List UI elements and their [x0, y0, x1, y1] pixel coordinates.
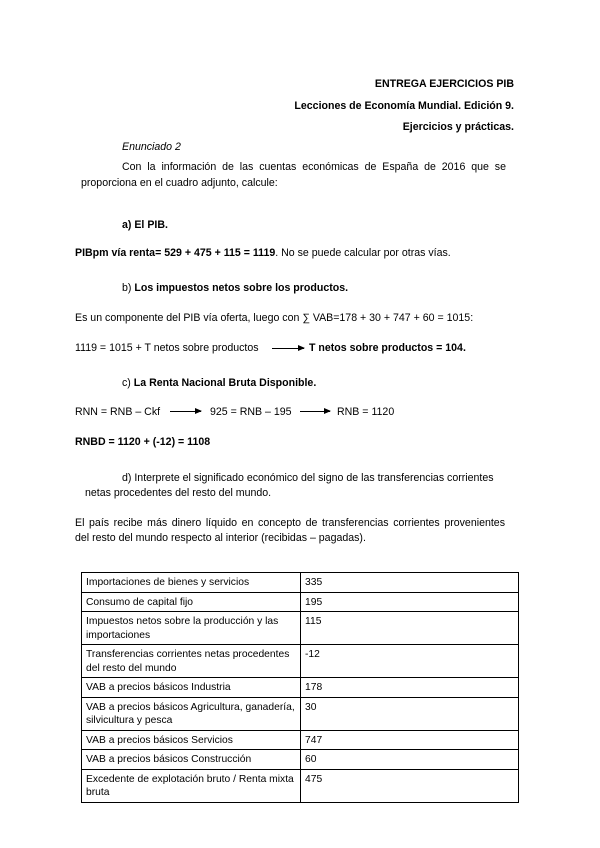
table-cell-label: VAB a precios básicos Construcción — [82, 750, 301, 770]
table-cell-value: -12 — [301, 645, 519, 678]
table-row — [82, 730, 519, 750]
document-title: ENTREGA EJERCICIOS PIB — [374, 78, 514, 90]
part-b-question-bold: Los impuestos netos sobre los productos. — [134, 282, 349, 294]
part-c-question-bold: La Renta Nacional Bruta Disponible. — [133, 377, 317, 389]
arrow-icon — [300, 411, 330, 412]
table-cell-value: 30 — [301, 697, 519, 730]
part-b-eq-left: 1119 = 1015 + T netos sobre productos — [75, 342, 259, 354]
table-row — [82, 678, 519, 698]
table-cell-label: VAB a precios básicos Agricultura, ganadería, silvicultura y pesca — [82, 697, 301, 730]
table-row — [82, 573, 519, 593]
table-cell-label: Transferencias corrientes netas procedentes del resto del mundo — [82, 645, 301, 678]
part-d-answer-line2: del resto del mundo respecto al interior (recibidas – pagadas). — [75, 532, 366, 544]
part-d-question-line1: d) Interprete el significado económico del signo de las transferencias corrientes — [122, 472, 494, 484]
table-cell-label: Consumo de capital fijo — [82, 592, 301, 612]
table-row — [82, 612, 519, 645]
part-a-question: a) El PIB. — [122, 219, 168, 231]
table-cell-value: 335 — [301, 573, 519, 593]
arrow-icon — [272, 348, 304, 349]
table-cell-label: Excedente de explotación bruto / Renta mixta bruta — [82, 769, 301, 802]
enunciado-text-line1: Con la información de las cuentas económicas de España de 2016 que se — [122, 161, 506, 173]
part-c-question — [122, 376, 316, 390]
document-section: Ejercicios y prácticas. — [402, 121, 514, 133]
part-c-question-prefix: c) — [122, 377, 134, 389]
table-cell-label: Importaciones de bienes y servicios — [82, 573, 301, 593]
table-cell-value: 747 — [301, 730, 519, 750]
part-c-result: RNBD = 1120 + (-12) = 1108 — [75, 436, 211, 448]
table-cell-label: Impuestos netos sobre la producción y las importaciones — [82, 612, 301, 645]
table-cell-label: VAB a precios básicos Servicios — [82, 730, 301, 750]
economic-accounts-table — [81, 572, 519, 803]
table-row — [82, 769, 519, 802]
part-a-answer — [75, 246, 451, 260]
table-row — [82, 645, 519, 678]
table-cell-value: 115 — [301, 612, 519, 645]
part-b-line1: Es un componente del PIB vía oferta, luego con ∑ VAB=178 + 30 + 747 + 60 = 1015: — [75, 312, 474, 324]
part-d-answer-line1: El país recibe más dinero líquido en concepto de transferencias corrientes provenientes — [75, 517, 505, 529]
table-cell-label: VAB a precios básicos Industria — [82, 678, 301, 698]
table-cell-value: 178 — [301, 678, 519, 698]
enunciado-label: Enunciado 2 — [122, 141, 181, 153]
part-b-question-prefix: b) — [122, 282, 135, 294]
enunciado-text-line2: proporciona en el cuadro adjunto, calcule: — [81, 177, 278, 189]
part-a-answer-bold: PIBpm vía renta= 529 + 475 + 115 = 1119 — [75, 247, 276, 259]
arrow-icon — [170, 411, 201, 412]
document-subtitle: Lecciones de Economía Mundial. Edición 9. — [294, 100, 514, 112]
part-c-eq2: 925 = RNB – 195 — [210, 406, 292, 418]
table-cell-value: 475 — [301, 769, 519, 802]
part-b-eq-right: T netos sobre productos = 104. — [309, 342, 466, 354]
table-cell-value: 195 — [301, 592, 519, 612]
part-a-answer-rest: . No se puede calcular por otras vías. — [275, 247, 451, 259]
part-c-eq1: RNN = RNB – Ckf — [75, 406, 161, 418]
table-cell-value: 60 — [301, 750, 519, 770]
part-d-question-line2: netas procedentes del resto del mundo. — [85, 487, 272, 499]
part-c-eq3: RNB = 1120 — [337, 406, 395, 418]
table-row — [82, 592, 519, 612]
table-row — [82, 750, 519, 770]
table-row — [82, 697, 519, 730]
part-b-question — [122, 281, 348, 295]
